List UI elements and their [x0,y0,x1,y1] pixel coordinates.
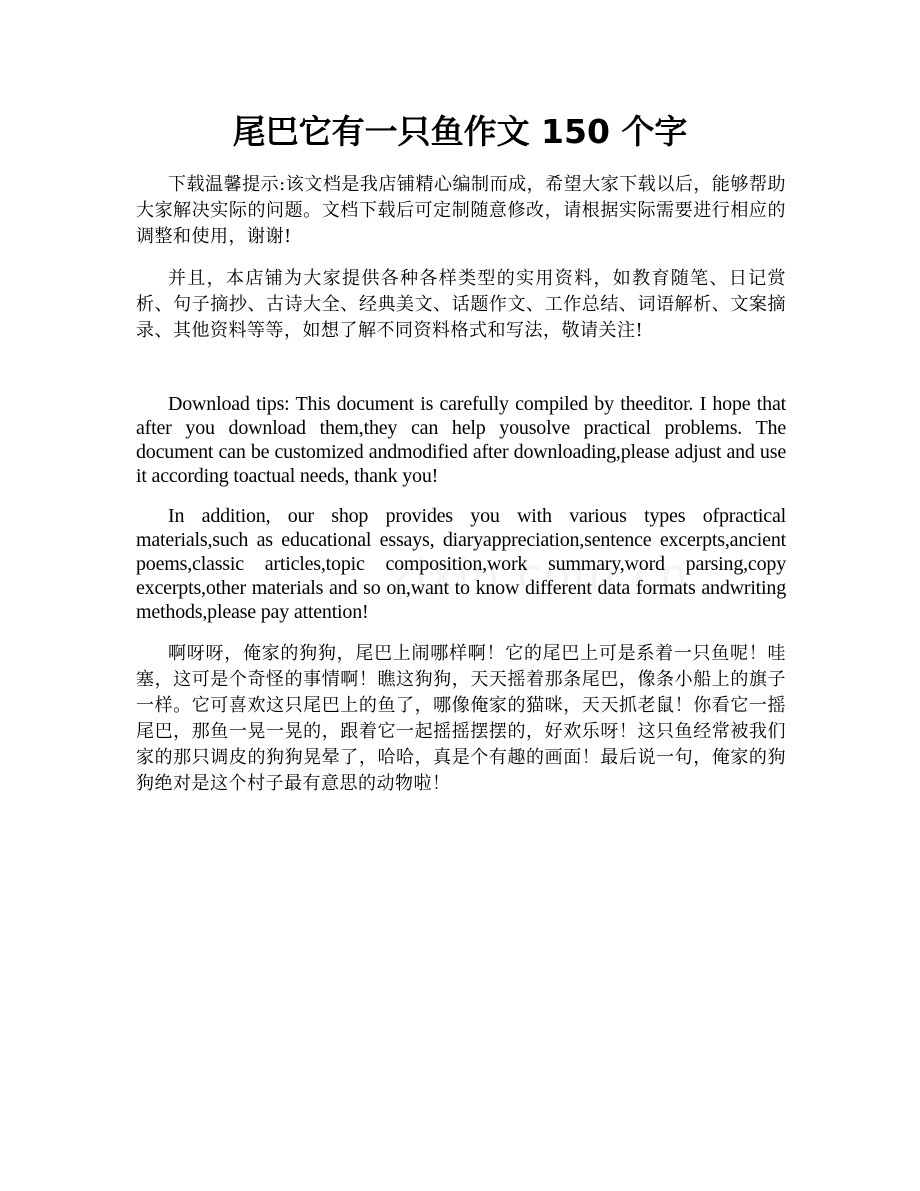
download-tip-chinese: 下载温馨提示:该文档是我店铺精心编制而成，希望大家下载以后，能够帮助大家解决实际的问题。文档下载后可定制随意修改，请根据实际需要进行相应的调整和使用，谢谢! [136,174,786,247]
essay-body: 啊呀呀，俺家的狗狗，尾巴上闹哪样啊！它的尾巴上可是系着一只鱼呢！哇塞，这可是个奇怪的事情啊！瞧这狗狗，天天摇着那条尾巴，像条小船上的旗子一样。它可喜欢这只尾巴上的鱼了，哪像俺家的猫咪，天天抓老鼠！你看它一摇尾巴，那鱼一晃一晃的，跟着它一起摇摇摆摆的，好欢乐呀！这只鱼经常被我们家的那只调皮的狗狗晃晕了，哈哈，真是个有趣的画面！最后说一句，俺家的狗狗绝对是这个村子最有意思的动物啦！ [136,643,786,794]
document-title: 尾巴它有一只鱼作文 150 个字 [232,112,688,151]
shop-intro-english: In addition, our shop provides you with various types ofpractical materials,such as educational essays, diaryappreciation,sentence excerpts,ancient poems,classic articles,topic composition,work summary,word parsing,copy excerpts,other materials and so on,want to know different data formats andwriting methods,please pay attention! [136,505,786,623]
shop-intro-chinese: 并且，本店铺为大家提供各种各样类型的实用资料，如教育随笔、日记赏析、句子摘抄、古诗大全、经典美文、话题作文、工作总结、词语解析、文案摘录、其他资料等等，如想了解不同资料格式和写法，敬请关注! [136,268,786,341]
download-tip-english: Download tips: This document is carefully compiled by theeditor. I hope that after you download them,they can help yousolve practical problems. The document can be customized andmodified after downloading,please adjust and use it according toactual needs, thank you! [136,393,786,487]
